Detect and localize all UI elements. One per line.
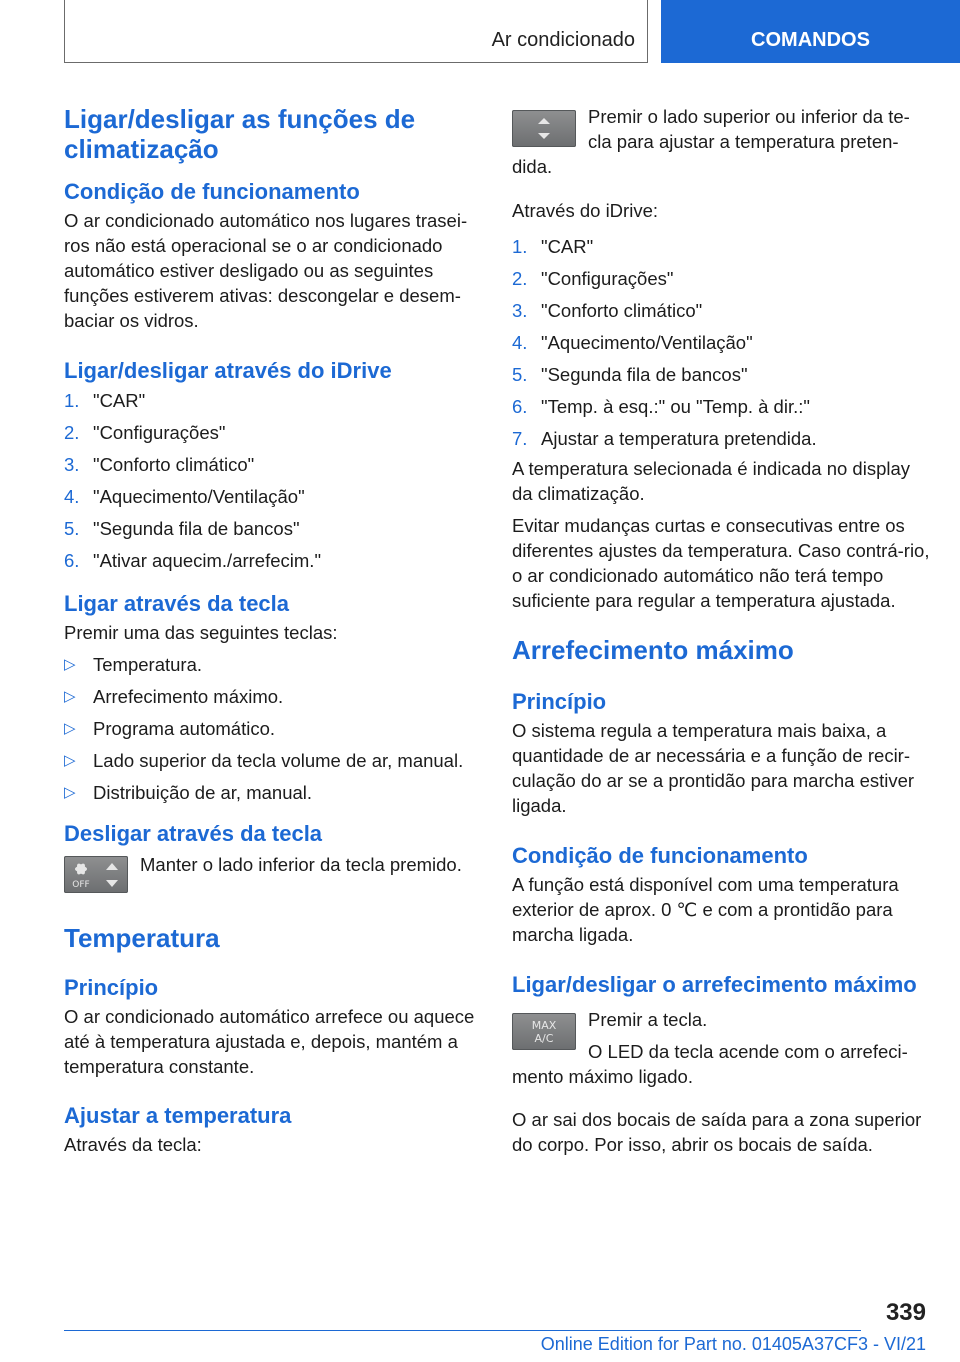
max-ac-button-image <box>512 1013 576 1050</box>
list-item: ▷ Programa automático. <box>64 718 276 739</box>
left-column <box>64 100 480 1157</box>
bullet-icon: ▷ <box>64 656 76 673</box>
list-item: 5. "Segunda fila de bancos" <box>64 518 300 539</box>
svg-text:MAX: MAX <box>531 1019 557 1032</box>
list-item: ▷ Arrefecimento máximo. <box>64 686 284 707</box>
key-off-block <box>64 852 480 899</box>
key-off-heading: Desligar através da tecla <box>64 821 323 846</box>
key-on-heading: Ligar através da tecla <box>64 591 290 616</box>
avoid-changes-text: Evitar mudanças curtas e consecutivas entre os diferentes ajustes da temperatura. Caso contrá-rio, o ar condicionado automático não terá tempo suficiente para regular a temperatura ajustada. <box>512 515 930 611</box>
max-onoff-heading: Ligar/desligar o arrefecimento máximo <box>512 972 917 997</box>
chevron-up-down-icon <box>512 110 576 147</box>
max-condition-heading: Condição de funcionamento <box>512 843 808 868</box>
list-item: 4. "Aquecimento/Ventilação" <box>512 332 753 353</box>
temp-up-down-button-image <box>512 110 576 147</box>
maxac-led-text: O LED da tecla acende com o arrefeci-mento máximo ligado. <box>512 1041 908 1087</box>
operating-condition-heading: Condição de funcionamento <box>64 179 360 204</box>
vents-text: O ar sai dos bocais de saída para a zona superior do corpo. Por isso, abrir os bocais de saída. <box>512 1109 922 1155</box>
list-item: 2. "Configurações" <box>512 268 674 289</box>
list-item: 6. "Ativar aquecim./arrefecim." <box>64 550 322 571</box>
idrive-intro: Através do iDrive: <box>512 200 658 221</box>
list-item: ▷ Distribuição de ar, manual. <box>64 782 313 803</box>
svg-text:OFF: OFF <box>72 880 90 890</box>
key-bullets-list <box>64 652 480 805</box>
climate-functions-title: Ligar/desligar as funções de climatização <box>64 104 416 164</box>
bullet-icon: ▷ <box>64 784 76 801</box>
operating-condition-text: O ar condicionado automático nos lugares trasei-ros não está operacional se o ar condicionado automático estiver desligado ou as seguintes funções estiverem ativas: descongelar e desem-baciar os vidros. <box>64 210 468 331</box>
max-ac-icon <box>512 1013 576 1050</box>
maxac-block <box>512 1007 932 1089</box>
right-column <box>512 104 932 1157</box>
chapter-tab-label: COMANDOS <box>751 29 870 51</box>
max-principle-text: O sistema regula a temperatura mais baixa, a quantidade de ar necessária e a função de recir-culação do ar se a prontidão para marcha estiver ligada. <box>512 720 915 816</box>
max-principle-heading: Princípio <box>512 689 607 714</box>
list-item: 7. Ajustar a temperatura pretendida. <box>512 428 817 449</box>
fan-off-icon <box>64 856 128 893</box>
svg-text:A/C: A/C <box>534 1032 554 1045</box>
temperature-principle-heading: Princípio <box>64 975 159 1000</box>
chapter-tab <box>661 0 960 63</box>
list-item: 3. "Conforto climático" <box>64 454 255 475</box>
key-off-text: Manter o lado inferior da tecla premido. <box>140 854 462 875</box>
list-item: 1. "CAR" <box>64 390 146 411</box>
list-item: 6. "Temp. à esq.:" ou "Temp. à dir.:" <box>512 396 810 417</box>
bullet-icon: ▷ <box>64 720 76 737</box>
temperature-principle-text: O ar condicionado automático arrefece ou aquece até à temperatura ajustada e, depois, mantém a temperatura constante. <box>64 1006 475 1077</box>
list-item: 1. "CAR" <box>512 236 594 257</box>
list-item: ▷ Lado superior da tecla volume de ar, manual. <box>64 750 464 771</box>
adjust-temperature-text: Através da tecla: <box>64 1134 202 1155</box>
list-item: 2. "Configurações" <box>64 422 226 443</box>
temperature-title: Temperatura <box>64 923 220 953</box>
temp-button-block <box>512 104 932 179</box>
idrive-onoff-heading: Ligar/desligar através do iDrive <box>64 358 392 383</box>
display-text: A temperatura selecionada é indicada no display da climatização. <box>512 458 911 504</box>
right-idrive-steps-list <box>512 234 932 451</box>
list-item: ▷ Temperatura. <box>64 654 202 675</box>
max-cooling-title: Arrefecimento máximo <box>512 635 794 665</box>
page-number: 339 <box>885 1299 926 1326</box>
edition-text: Online Edition for Part no. 01405A37CF3 - VI/21 <box>540 1334 926 1354</box>
idrive-steps-list <box>64 388 480 573</box>
adjust-temperature-heading: Ajustar a temperatura <box>64 1103 292 1128</box>
temp-button-text: Premir o lado superior ou inferior da te-cla para ajustar a temperatura preten-dida. <box>512 106 910 177</box>
list-item: 4. "Aquecimento/Ventilação" <box>64 486 305 507</box>
max-condition-text: A função está disponível com uma temperatura exterior de aprox. 0 ℃ e com a prontidão para marcha ligada. <box>512 874 899 945</box>
section-title: Ar condicionado <box>491 29 635 51</box>
list-item: 3. "Conforto climático" <box>512 300 703 321</box>
footer-divider <box>64 1330 861 1331</box>
key-on-intro: Premir uma das seguintes teclas: <box>64 622 338 643</box>
fan-off-button-image <box>64 856 128 893</box>
maxac-press-text: Premir a tecla. <box>588 1009 708 1030</box>
list-item: 5. "Segunda fila de bancos" <box>512 364 748 385</box>
bullet-icon: ▷ <box>64 688 76 705</box>
bullet-icon: ▷ <box>64 752 76 769</box>
